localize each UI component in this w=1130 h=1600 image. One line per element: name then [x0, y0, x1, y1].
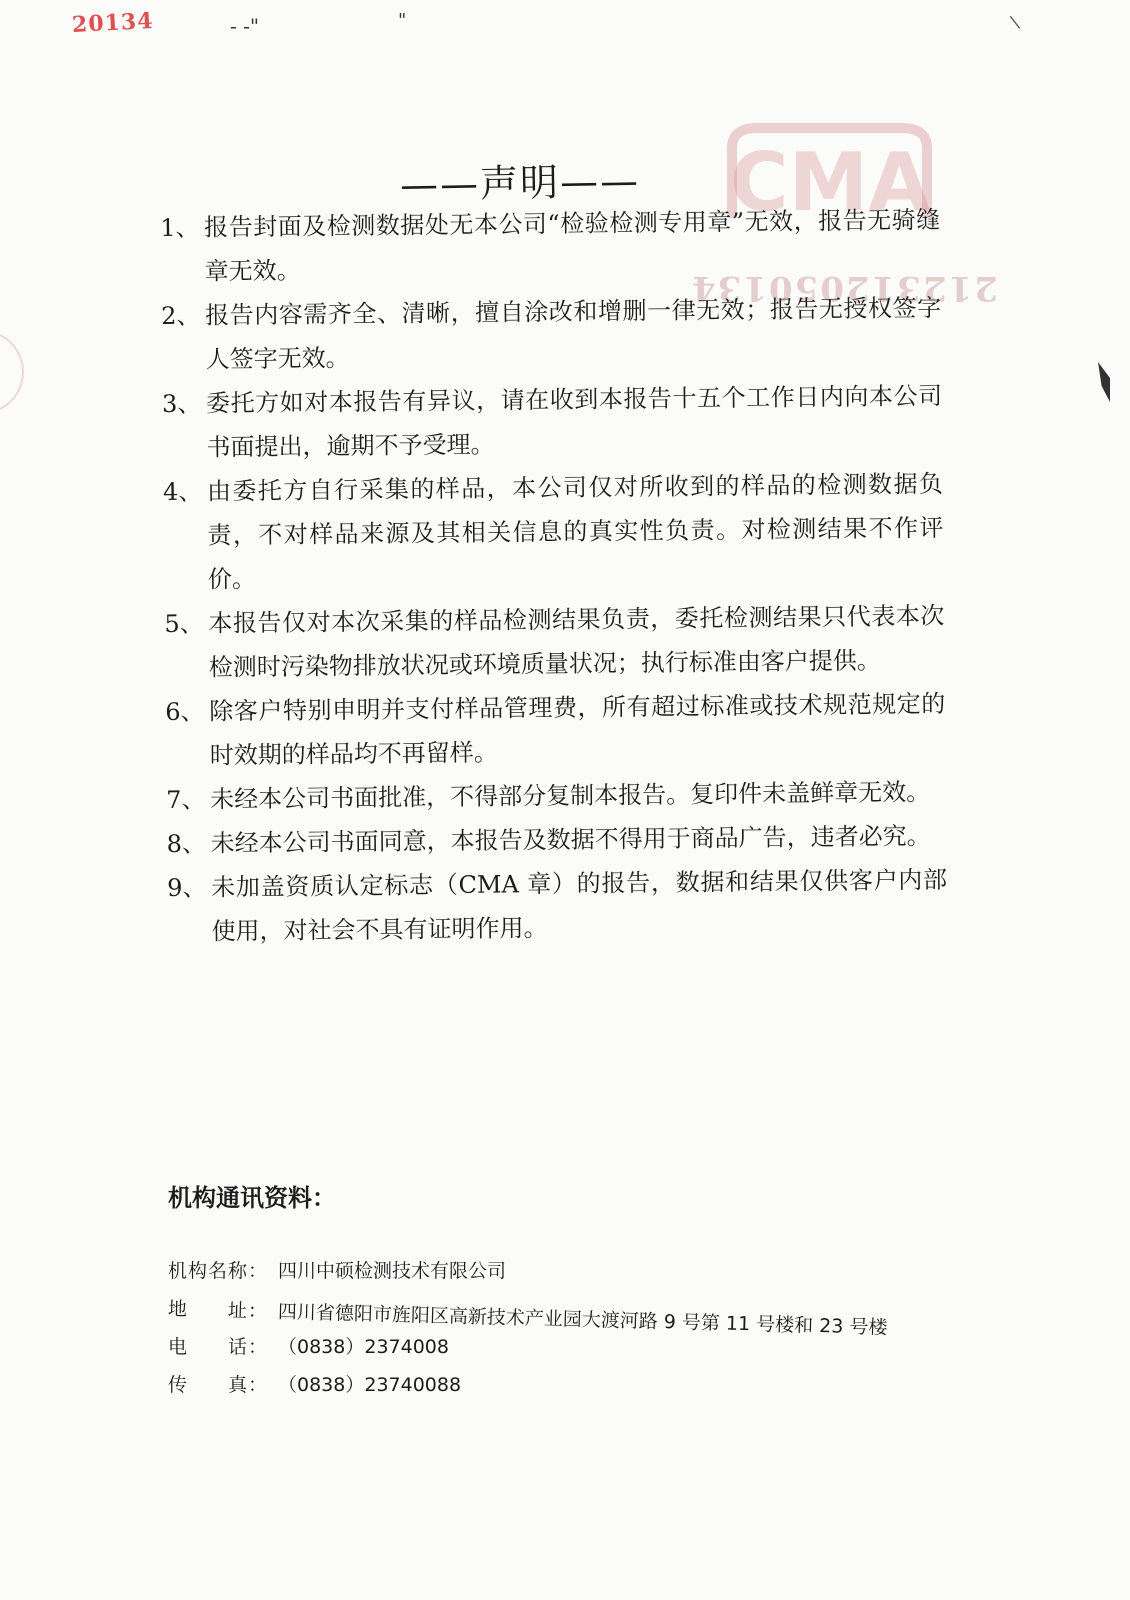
clause-item: [162, 374, 943, 470]
corner-number-stamp: 20134: [71, 7, 155, 39]
clause-item: [160, 198, 941, 294]
clause-list: [160, 198, 948, 954]
clause-number: 9、: [166, 873, 207, 902]
clause-text: 未经本公司书面同意，本报告及数据不得用于商品广告，违者必究。: [210, 821, 931, 858]
organization-fax: （0838）23740088: [278, 1373, 462, 1396]
clause-item: [165, 682, 946, 778]
clause-text: 委托方如对本报告有异议，请在收到本报告十五个工作日内向本公司书面提出，逾期不予受理。: [205, 381, 943, 462]
organization-phone: （0838）2374008: [278, 1335, 449, 1358]
corner-slash-mark: \: [1008, 11, 1022, 34]
clause-text: 由委托方自行采集的样品，本公司仅对所收到的样品的检测数据负责，不对样品来源及其相关信息的真实性负责。对检测结果不作评价。: [206, 469, 944, 594]
clause-text: 报告内容需齐全、清晰，擅自涂改和增删一律无效；报告无授权签字人签字无效。: [205, 293, 942, 374]
clause-number: 5、: [164, 609, 204, 638]
title-left-dash: ——: [399, 161, 481, 208]
corner-mark: ": [398, 10, 407, 31]
clause-number: 7、: [166, 785, 206, 814]
clause-text: 报告封面及检测数据处无本公司“检验检测专用章”无效，报告无骑缝章无效。: [204, 205, 941, 286]
contact-heading: 机构通讯资料：: [168, 1184, 336, 1212]
contact-label: 地 址：: [167, 1297, 269, 1323]
clause-text: 除客户特别申明并支付样品管理费，所有超过标准或技术规范规定的时效期的样品均不再留样。: [209, 689, 946, 770]
contact-label: 机构名称：: [168, 1259, 269, 1282]
clause-number: 4、: [162, 477, 203, 506]
clause-item: [163, 462, 944, 602]
page-title: [400, 150, 641, 209]
title-right-dash: ——: [559, 158, 641, 205]
clause-item: [167, 858, 948, 954]
clause-item: [161, 286, 942, 382]
seal-edge-icon: [0, 330, 24, 414]
clause-item: [164, 594, 945, 690]
contact-label: 电 话：: [168, 1335, 269, 1358]
organization-name: 四川中硕检测技术有限公司: [278, 1259, 507, 1282]
clause-number: 1、: [160, 213, 200, 242]
clause-text: 未加盖资质认定标志（CMA 章）的报告，数据和结果仅供客户内部使用，对社会不具有证明作用。: [210, 865, 948, 946]
contact-info: [168, 1250, 888, 1402]
stamp-serial-number: 212312050134: [690, 268, 998, 308]
clause-number: 6、: [165, 697, 205, 726]
margin-mark-icon: [1098, 362, 1110, 402]
clause-number: 2、: [161, 301, 201, 330]
corner-mark: - -": [230, 14, 260, 38]
contact-row-name: [168, 1250, 888, 1288]
organization-address: 四川省德阳市旌阳区高新技术产业园大渡河路 9 号第 11 号楼和 23 号楼: [277, 1300, 888, 1339]
title-text: 声明: [479, 160, 561, 206]
clause-text: 本报告仅对本次采集的样品检测结果负责，委托检测结果只代表本次检测时污染物排放状况或环境质量状况；执行标准由客户提供。: [208, 601, 945, 682]
clause-text: 未经本公司书面批准，不得部分复制本报告。复印件未盖鲜章无效。: [210, 777, 931, 814]
clause-number: 3、: [161, 389, 202, 418]
cma-stamp-label: CMA: [729, 136, 931, 228]
contact-label: 传 真：: [168, 1373, 269, 1396]
contact-row-fax: [168, 1364, 888, 1402]
clause-number: 8、: [166, 829, 207, 858]
